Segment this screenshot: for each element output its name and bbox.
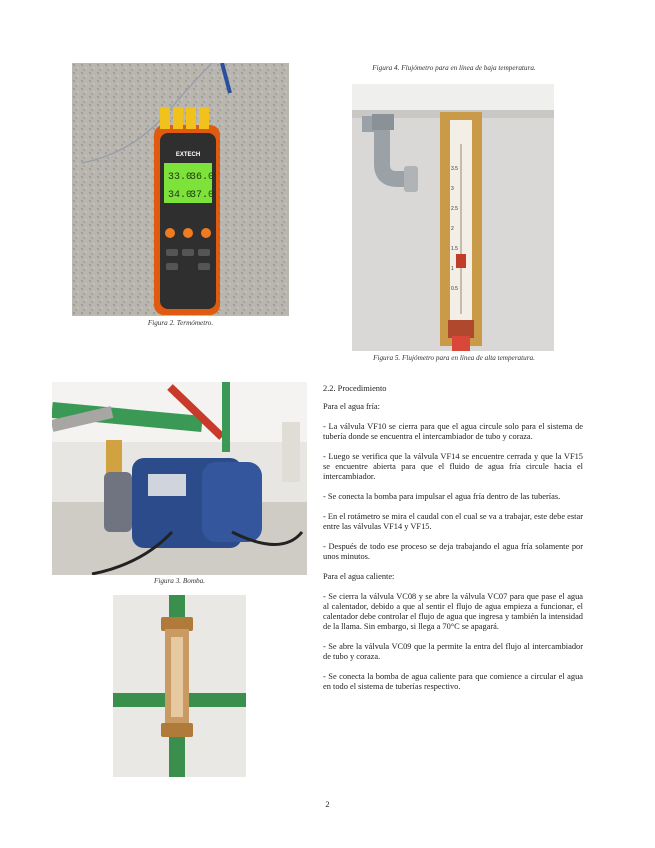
cold-step: - Luego se verifica que la válvula VF14 se encuentre cerrada y que la VF15 se encuentre abierta para que el fluido de agua fría circule hacia el intercambiador.	[323, 452, 583, 482]
svg-text:1.5: 1.5	[451, 246, 458, 252]
hot-step: - Se conecta la bomba de agua caliente para que comience a circular el agua en todo el sistema de tuberías respectivo.	[323, 672, 583, 692]
display-value-3: 34.0	[168, 190, 193, 201]
cold-step: - Después de todo ese proceso se deja trabajando el agua fría solamente por unos minutos.	[323, 542, 583, 562]
cold-step: - La válvula VF10 se cierra para que el agua circule solo para el sistema de tubería donde se encuentra el intercambiador de tubo y coraza.	[323, 422, 583, 442]
svg-text:2: 2	[451, 226, 454, 232]
pump-photo	[52, 382, 307, 575]
display-value-1: 33.0	[168, 172, 193, 183]
flowmeter-photo	[352, 84, 554, 351]
display-value-4: 37.0	[190, 190, 215, 201]
svg-text:0.5: 0.5	[451, 286, 458, 292]
svg-text:3.5: 3.5	[451, 166, 458, 172]
cold-water-intro: Para el agua fría:	[323, 402, 380, 412]
display-value-2: 36.0	[190, 172, 215, 183]
thermometer-brand: EXTECH	[175, 152, 201, 158]
procedure-section	[323, 384, 583, 702]
hot-water-intro: Para el agua caliente:	[323, 572, 395, 581]
svg-text:2.5: 2.5	[451, 206, 458, 212]
page-number: 2	[325, 800, 330, 809]
hot-step: - Se cierra la válvula VC08 y se abre la válvula VC07 para que pase el agua al calentador, debido a que al sentir el flujo de agua empieza a funcionar, el calentador debe controlar el flujo de agua que ingresa y también la intensidad de la llama. Sin embargo, si llega a 70°C se apagará.	[323, 591, 583, 632]
svg-text:1: 1	[451, 266, 454, 272]
figure-3-caption: Figura 3. Bomba.	[153, 577, 206, 585]
figure-4-caption: Figura 4. Flujómetro para en línea de baja temperatura.	[372, 64, 536, 72]
svg-text:3: 3	[451, 186, 454, 192]
section-heading: 2.2. Procedimiento	[323, 384, 387, 393]
figure-2-caption: Figura 2. Termómetro.	[147, 319, 214, 327]
cold-step: - Se conecta la bomba para impulsar el agua fría dentro de las tuberías.	[323, 492, 561, 502]
hot-step: - Se abre la válvula VC09 que la permite la entra del flujo al intercambiador de tubo y coraza.	[323, 642, 583, 662]
pipe-fitting-photo	[113, 595, 246, 777]
thermometer-photo	[72, 63, 289, 316]
cold-step: - En el rotámetro se mira el caudal con el cual se va a trabajar, este debe estar entre las válvulas VF14 y VF15.	[323, 512, 583, 532]
figure-5-caption: Figura 5. Flujómetro para en línea de alta temperatura.	[373, 354, 535, 362]
